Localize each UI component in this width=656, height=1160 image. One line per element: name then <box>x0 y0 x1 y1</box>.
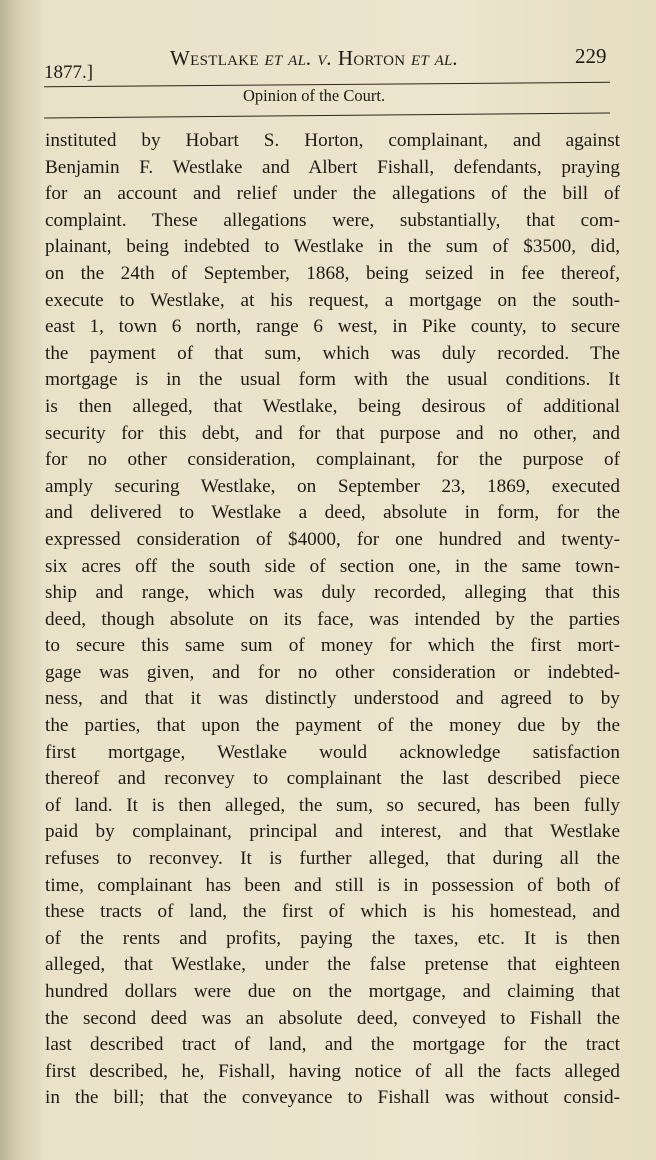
page-number: 229 <box>575 44 607 68</box>
text-line: the second deed was an absolute deed, conveyed to Fishall the <box>45 1007 620 1029</box>
text-line: gage was given, and for no other consideration or indebted- <box>45 661 620 683</box>
subheading-rule <box>44 113 610 119</box>
text-line: of land. It is then alleged, the sum, so secured, has been fully <box>45 794 620 816</box>
text-line: and delivered to Westlake a deed, absolute in form, for the <box>45 502 620 524</box>
text-line: security for this debt, and for that purpose and no other, and <box>45 422 620 444</box>
text-line: east 1, town 6 north, range 6 west, in Pike county, to secure <box>45 316 620 338</box>
text-line: time, complainant has been and still is in possession of both of <box>45 874 620 896</box>
text-line: mortgage is in the usual form with the usual conditions. It <box>45 369 620 391</box>
text-line: plainant, being indebted to Westlake in the sum of $3500, did, <box>45 236 620 258</box>
text-line: instituted by Hobart S. Horton, complainant, and against <box>45 130 620 151</box>
title-party-1: Westlake <box>170 46 259 70</box>
title-etal-2: et al. <box>410 46 459 70</box>
text-line: six acres off the south side of section one, in the same town- <box>45 555 620 577</box>
text-line: execute to Westlake, at his request, a mortgage on the south- <box>45 289 620 311</box>
body-text <box>45 128 620 1112</box>
case-title <box>170 46 458 71</box>
text-line: of the rents and profits, paying the taxes, etc. It is then <box>45 927 620 949</box>
section-subheading: Opinion of the Court. <box>243 86 386 105</box>
text-line: ship and range, which was duly recorded, alleging that this <box>45 582 620 604</box>
text-line: hundred dollars were due on the mortgage, and claiming that <box>45 981 620 1002</box>
text-line: Benjamin F. Westlake and Albert Fishall, defendants, praying <box>45 156 620 178</box>
text-line: expressed consideration of $4000, for one hundred and twenty- <box>45 528 620 550</box>
running-header <box>0 44 656 84</box>
text-line: these tracts of land, the first of which is his homestead, and <box>45 901 620 923</box>
text-line: thereof and reconvey to complainant the last described piece <box>45 768 620 790</box>
text-line: first mortgage, Westlake would acknowledge satisfaction <box>45 741 620 763</box>
text-line: refuses to reconvey. It is further alleged, that during all the <box>45 848 620 870</box>
text-line: ness, and that it was distinctly understood and agreed to by <box>45 688 620 710</box>
text-line: for no other consideration, complainant, for the purpose of <box>45 449 620 471</box>
text-line: complaint. These allegations were, substantially, that com- <box>45 209 620 231</box>
title-etal-1: et al. <box>264 46 312 70</box>
text-line: is then alleged, that Westlake, being desirous of additional <box>45 395 620 417</box>
title-party-2: Horton <box>337 46 406 70</box>
title-versus: v. <box>317 46 333 70</box>
text-line: the parties, that upon the payment of the money due by the <box>45 715 620 737</box>
text-line: the payment of that sum, which was duly recorded. The <box>45 342 620 364</box>
text-line: on the 24th of September, 1868, being seized in fee thereof, <box>45 262 620 284</box>
text-line: first described, he, Fishall, having notice of all the facts alleged <box>45 1060 620 1082</box>
text-line: amply securing Westlake, on September 23, 1869, executed <box>45 475 620 497</box>
text-line: last described tract of land, and the mortgage for the tract <box>45 1034 620 1056</box>
header-year: 1877.] <box>44 62 94 83</box>
text-line: for an account and relief under the allegations of the bill of <box>45 183 620 205</box>
text-line: alleged, that Westlake, under the false pretense that eighteen <box>45 954 620 976</box>
text-line: in the bill; that the conveyance to Fishall was without consid- <box>45 1087 620 1109</box>
text-line: to secure this same sum of money for which the first mort- <box>45 635 620 657</box>
text-line: deed, though absolute on its face, was intended by the parties <box>45 608 620 630</box>
text-line: paid by complainant, principal and interest, and that Westlake <box>45 821 620 843</box>
